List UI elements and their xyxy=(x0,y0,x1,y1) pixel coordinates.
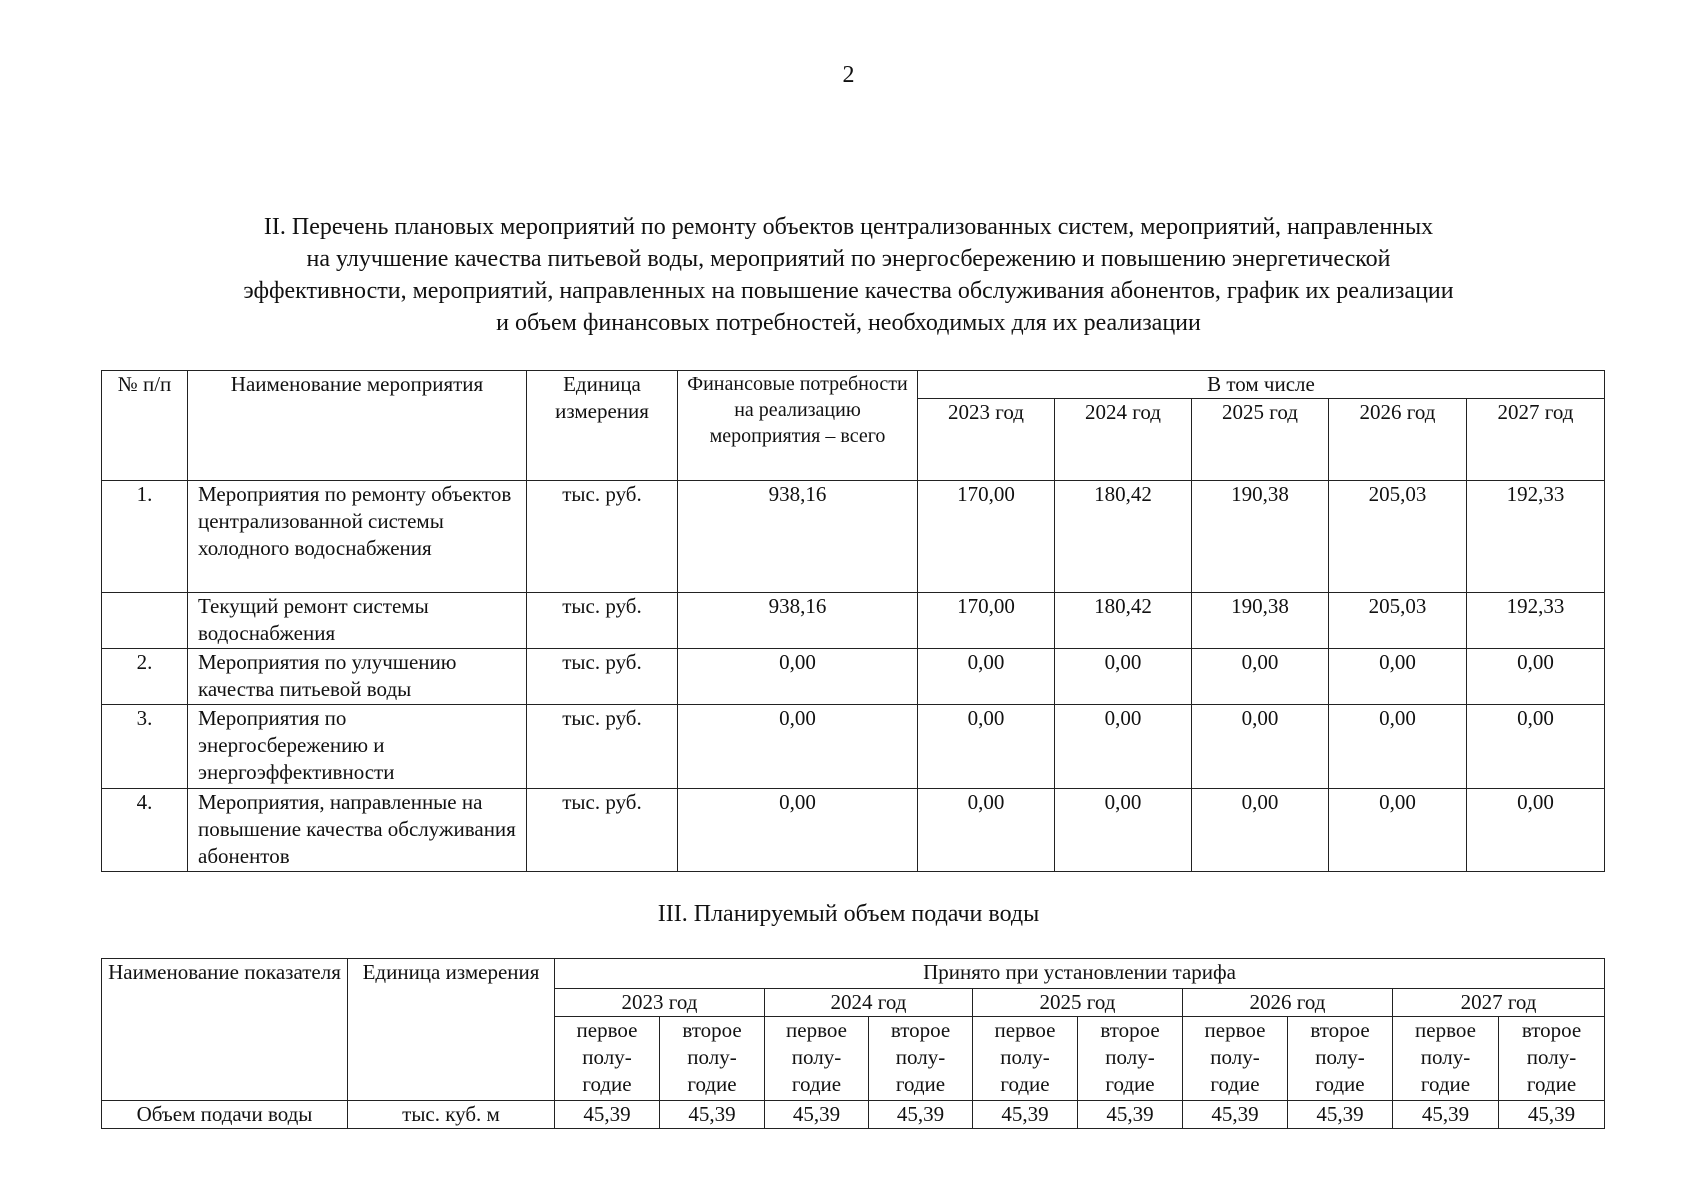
row-value: 0,00 xyxy=(1329,789,1467,872)
row-unit: тыс. руб. xyxy=(527,705,678,789)
row-value: 0,00 xyxy=(918,705,1055,789)
row-value: 180,42 xyxy=(1055,593,1192,649)
header-half-second: второе полу-годие xyxy=(1499,1017,1605,1101)
row-value: 192,33 xyxy=(1467,593,1605,649)
row-name: Объем подачи воды xyxy=(102,1101,348,1129)
row-value: 205,03 xyxy=(1329,481,1467,593)
row-value: 192,33 xyxy=(1467,481,1605,593)
row-value: 170,00 xyxy=(918,481,1055,593)
header-half-first: первое полу-годие xyxy=(765,1017,869,1101)
row-value: 45,39 xyxy=(555,1101,660,1129)
header-name: Наименование мероприятия xyxy=(188,371,527,481)
row-value: 45,39 xyxy=(1183,1101,1288,1129)
row-unit: тыс. руб. xyxy=(527,649,678,705)
header-year: 2025 год xyxy=(1192,399,1329,481)
section-2-title-line: II. Перечень плановых мероприятий по ремонту объектов централизованных систем, мероприятий, направленных xyxy=(263,214,1434,240)
table-row xyxy=(102,481,1605,593)
row-value: 45,39 xyxy=(1078,1101,1183,1129)
header-year: 2023 год xyxy=(555,989,765,1017)
header-half-first: первое полу-годие xyxy=(1393,1017,1499,1101)
section-3-title: III. Планируемый объем подачи воды xyxy=(657,901,1040,927)
header-half-second: второе полу-годие xyxy=(869,1017,973,1101)
row-value: 0,00 xyxy=(1055,705,1192,789)
table-row xyxy=(102,1101,1605,1129)
header-half-second: второе полу-годие xyxy=(1288,1017,1393,1101)
header-half-first: первое полу-годие xyxy=(973,1017,1078,1101)
row-num: 3. xyxy=(102,705,188,789)
header-indicator: Наименование показателя xyxy=(102,959,348,1101)
row-value: 0,00 xyxy=(1192,705,1329,789)
row-value: 45,39 xyxy=(973,1101,1078,1129)
row-value: 0,00 xyxy=(1055,649,1192,705)
water-supply-table xyxy=(101,958,1605,1129)
page-number: 2 xyxy=(842,62,855,88)
row-name: Мероприятия по улучшению качества питьевой воды xyxy=(188,649,527,705)
row-value: 205,03 xyxy=(1329,593,1467,649)
header-accepted: Принято при установлении тарифа xyxy=(555,959,1605,989)
row-num: 1. xyxy=(102,481,188,593)
section-2-title-line: эффективности, мероприятий, направленных на повышение качества обслуживания абонентов, график их реализации xyxy=(243,278,1454,304)
row-unit: тыс. руб. xyxy=(527,593,678,649)
row-total: 938,16 xyxy=(678,481,918,593)
header-half-second: второе полу-годие xyxy=(1078,1017,1183,1101)
row-unit: тыс. куб. м xyxy=(348,1101,555,1129)
row-value: 45,39 xyxy=(660,1101,765,1129)
row-total: 0,00 xyxy=(678,789,918,872)
row-value: 0,00 xyxy=(1467,649,1605,705)
row-value: 0,00 xyxy=(1055,789,1192,872)
row-name: Текущий ремонт системы водоснабжения xyxy=(188,593,527,649)
header-including: В том числе xyxy=(918,371,1605,399)
header-year: 2024 год xyxy=(765,989,973,1017)
row-value: 0,00 xyxy=(1329,649,1467,705)
row-value: 45,39 xyxy=(1288,1101,1393,1129)
row-unit: тыс. руб. xyxy=(527,481,678,593)
header-year: 2027 год xyxy=(1393,989,1605,1017)
table-row xyxy=(102,789,1605,872)
row-total: 938,16 xyxy=(678,593,918,649)
table-row xyxy=(102,649,1605,705)
row-num: 4. xyxy=(102,789,188,872)
row-name: Мероприятия, направленные на повышение качества обслуживания абонентов xyxy=(188,789,527,872)
header-num: № п/п xyxy=(102,371,188,481)
section-2-title-line: и объем финансовых потребностей, необходимых для их реализации xyxy=(496,310,1201,336)
header-unit: Единица измерения xyxy=(348,959,555,1101)
row-value: 0,00 xyxy=(1467,789,1605,872)
row-value: 0,00 xyxy=(1329,705,1467,789)
row-value: 45,39 xyxy=(1499,1101,1605,1129)
row-total: 0,00 xyxy=(678,649,918,705)
header-finance: Финансовые потребности на реализацию мероприятия – всего xyxy=(678,371,918,481)
row-value: 0,00 xyxy=(918,649,1055,705)
row-value: 45,39 xyxy=(869,1101,973,1129)
row-value: 45,39 xyxy=(765,1101,869,1129)
header-year: 2023 год xyxy=(918,399,1055,481)
header-year: 2025 год xyxy=(973,989,1183,1017)
table-row xyxy=(102,705,1605,789)
row-value: 0,00 xyxy=(1192,649,1329,705)
row-value: 190,38 xyxy=(1192,481,1329,593)
row-value: 170,00 xyxy=(918,593,1055,649)
row-num: 2. xyxy=(102,649,188,705)
header-half-first: первое полу-годие xyxy=(1183,1017,1288,1101)
header-half-first: первое полу-годие xyxy=(555,1017,660,1101)
header-unit: Единица измерения xyxy=(527,371,678,481)
row-value: 45,39 xyxy=(1393,1101,1499,1129)
table-row xyxy=(102,593,1605,649)
header-year: 2027 год xyxy=(1467,399,1605,481)
row-value: 180,42 xyxy=(1055,481,1192,593)
row-value: 0,00 xyxy=(1467,705,1605,789)
row-value: 190,38 xyxy=(1192,593,1329,649)
row-value: 0,00 xyxy=(1192,789,1329,872)
section-2-title xyxy=(0,211,1697,339)
header-year: 2026 год xyxy=(1329,399,1467,481)
header-year: 2026 год xyxy=(1183,989,1393,1017)
header-year: 2024 год xyxy=(1055,399,1192,481)
section-2-title-line: на улучшение качества питьевой воды, мероприятий по энергосбережению и повышению энергетической xyxy=(306,246,1391,272)
measures-table xyxy=(101,370,1605,872)
row-value: 0,00 xyxy=(918,789,1055,872)
row-name: Мероприятия по энергосбережению и энергоэффективности xyxy=(188,705,527,789)
header-half-second: второе полу-годие xyxy=(660,1017,765,1101)
row-name: Мероприятия по ремонту объектов централизованной системы холодного водоснабжения xyxy=(188,481,527,593)
row-total: 0,00 xyxy=(678,705,918,789)
row-num xyxy=(102,593,188,649)
row-unit: тыс. руб. xyxy=(527,789,678,872)
